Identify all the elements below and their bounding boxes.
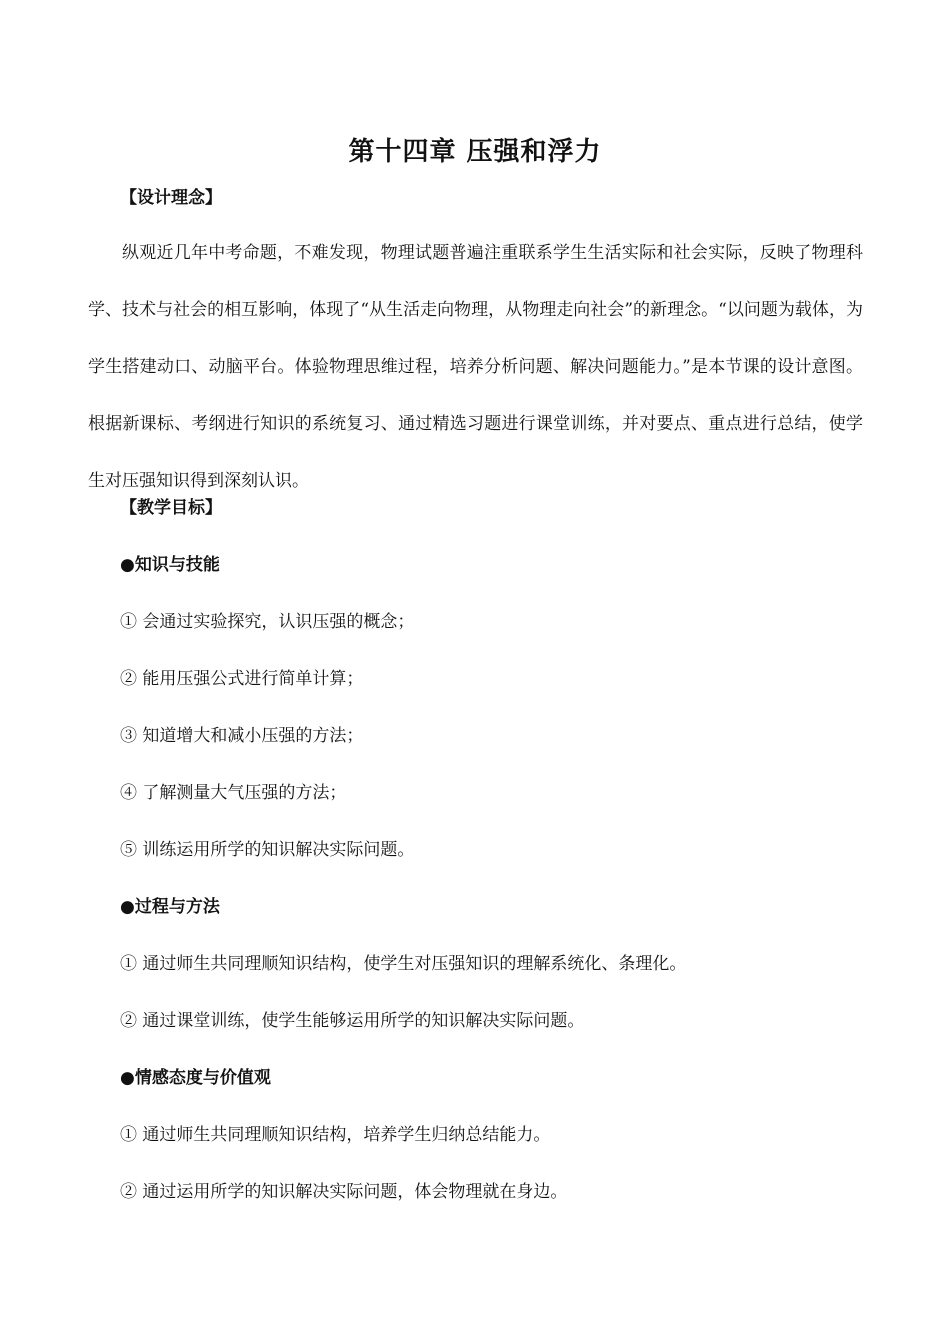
emotion-values-title: ●情感态度与价值观 [120,1068,271,1088]
list-item: ② 通过运用所学的知识解决实际问题，体会物理就在身边。 [120,1182,568,1202]
design-concept-heading: 【设计理念】 [120,188,222,208]
list-item: ① 会通过实验探究，认识压强的概念； [120,612,415,632]
list-item: ⑤ 训练运用所学的知识解决实际问题。 [120,840,415,860]
teaching-goals-heading: 【教学目标】 [120,498,222,518]
list-item: ② 通过课堂训练，使学生能够运用所学的知识解决实际问题。 [120,1011,585,1031]
list-item: ② 能用压强公式进行简单计算； [120,669,364,689]
design-concept-paragraph: 纵观近几年中考命题，不难发现，物理试题普遍注重联系学生生活实际和社会实际，反映了物理科学、技术与社会的相互影响，体现了“从生活走向物理，从物理走向社会”的新理念。“以问题为载体，为学生搭建动口、动脑平台。体验物理思维过程，培养分析问题、解决问题能力。”是本节课的设计意图。根据新课标、考纲进行知识的系统复习、通过精选习题进行课堂训练，并对要点、重点进行总结，使学生对压强知识得到深刻认识。 [88,243,863,491]
knowledge-skills-title: ●知识与技能 [120,555,220,575]
page-title: 第十四章 压强和浮力 [348,137,602,167]
process-method-title: ●过程与方法 [120,897,220,917]
list-item: ④ 了解测量大气压强的方法； [120,783,347,803]
list-item: ③ 知道增大和减小压强的方法； [120,726,364,746]
list-item: ① 通过师生共同理顺知识结构，培养学生归纳总结能力。 [120,1125,551,1145]
list-item: ① 通过师生共同理顺知识结构，使学生对压强知识的理解系统化、条理化。 [120,954,687,974]
